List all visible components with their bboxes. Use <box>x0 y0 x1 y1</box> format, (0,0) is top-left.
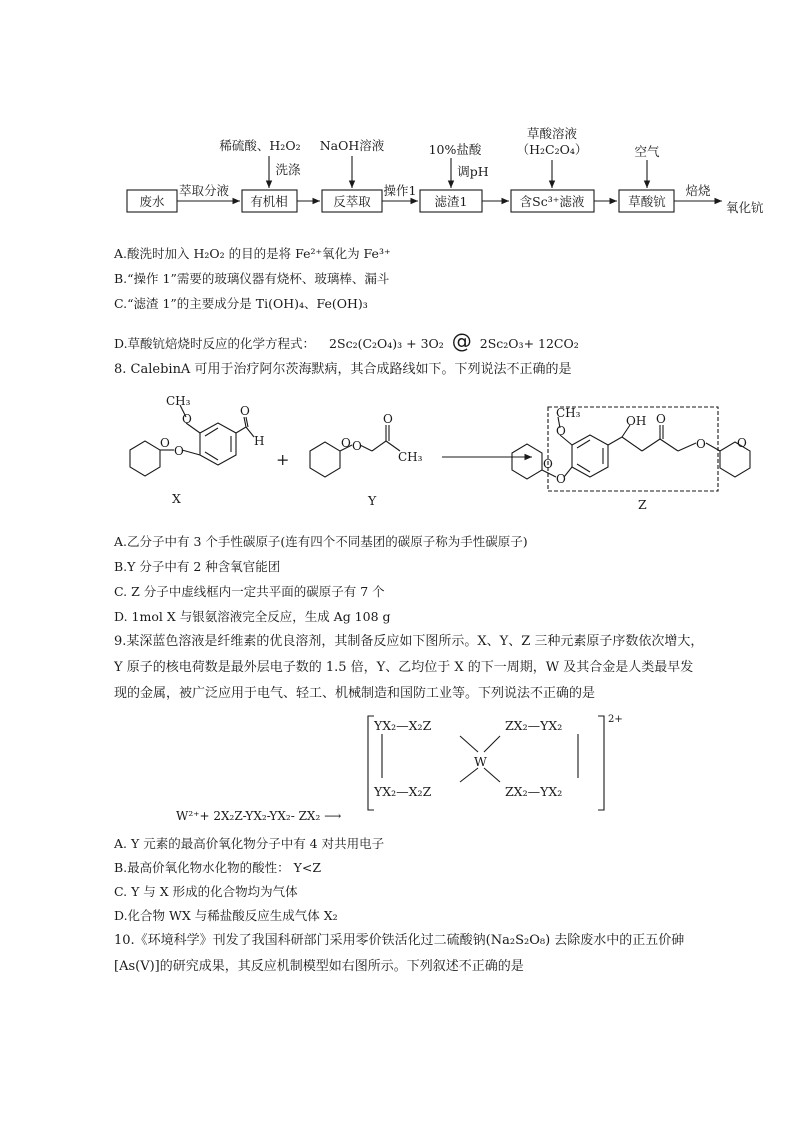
reagent-label: NaOH溶液 <box>319 138 385 153</box>
process-flow-diagram <box>100 120 780 230</box>
atom-label: O <box>737 436 747 450</box>
q7-option-a: A.酸洗时加入 H₂O₂ 的目的是将 Fe²⁺氧化为 Fe³⁺ <box>114 246 391 261</box>
atom-label: O <box>696 437 706 451</box>
flow-box-label: 废水 <box>139 194 165 209</box>
flow-arrow-label: 焙烧 <box>685 183 711 198</box>
equation-lhs: 2Sc₂(C₂O₄)₃ + 3O₂ <box>329 336 444 351</box>
reagent-label: 调pH <box>457 164 489 179</box>
q9-reaction-lhs: W²⁺+ 2X₂Z-YX₂-YX₂- ZX₂ ⟶ <box>176 809 342 823</box>
atom-label: O <box>352 439 362 453</box>
q7-option-c: C.“滤渣 1”的主要成分是 Ti(OH)₄、Fe(OH)₃ <box>114 296 368 311</box>
atom-label: O <box>556 472 566 486</box>
copper-complex-structure <box>360 712 640 816</box>
q9-stem: 9.某深蓝色溶液是纤维素的优良溶剂，其制备反应如下图所示。X、Y、Z 三种元素原子序数依次增大，Y 原子的核电荷数是最外层电子数的 1.5 倍，Y、乙均位于 X 的下一周期，W 及其合金是人类最早发现的金属，被广泛应用于电气、轻工、机械制造和国防工业等。下列说法不正确的是 <box>114 634 704 701</box>
q9-option-b: B.最高价氧化物水化物的酸性： Y<Z <box>114 860 322 875</box>
q7-option-d <box>114 329 579 353</box>
flow-box-label: 含Sc³⁺滤液 <box>519 194 585 209</box>
reagent-label: 空气 <box>634 144 660 159</box>
atom-label: O <box>174 444 184 458</box>
atom-label: O <box>383 412 393 426</box>
reagent-label: 草酸溶液 <box>526 126 578 141</box>
atom-label: O <box>543 457 553 471</box>
q9-option-a: A. Y 元素的最高价氧化物分子中有 4 对共用电子 <box>114 836 385 851</box>
compound-z-label: Z <box>638 497 647 512</box>
atom-label: O <box>341 436 351 450</box>
complex-ligand-bottom-right: ZX₂—YX₂ <box>505 784 563 799</box>
complex-charge: 2+ <box>608 714 623 725</box>
compound-x-label: X <box>172 491 181 506</box>
q8-option-c: C. Z 分子中虚线框内一定共平面的碳原子有 7 个 <box>114 584 385 599</box>
flow-box-label: 有机相 <box>250 194 288 209</box>
atom-label: O <box>182 412 192 426</box>
y-thp-ring <box>310 442 340 477</box>
flow-arrow-label: 萃取分液 <box>178 183 230 198</box>
atom-label: CH₃ <box>556 406 581 420</box>
q8-option-d: D. 1mol X 与银氨溶液完全反应，生成 Ag 108 g <box>114 609 391 624</box>
q7-option-d-prefix: D.草酸钪焙烧时反应的化学方程式： <box>114 336 316 351</box>
synthesis-route-structures <box>100 395 780 525</box>
reagent-label: 稀硫酸、H₂O₂ <box>219 138 301 153</box>
x-thp-ring <box>130 441 160 476</box>
complex-ligand-top-left: YX₂—X₂Z <box>374 718 432 733</box>
atom-label: CH₃ <box>166 395 191 408</box>
complex-center-metal: W <box>474 754 487 769</box>
atom-label: O <box>240 404 250 418</box>
atom-label: OH <box>626 414 647 428</box>
flow-box-label: 草酸钪 <box>628 194 666 209</box>
q8-option-b: B.Y 分子中有 2 种含氧官能团 <box>114 559 281 574</box>
atom-label: O <box>656 412 666 426</box>
reagent-label: （H₂C₂O₄） <box>516 142 588 157</box>
complex-ligand-bottom-left: YX₂—X₂Z <box>374 784 432 799</box>
flow-product: 氧化钪 <box>726 200 764 215</box>
atom-label: O <box>556 424 566 438</box>
atom-label: O <box>160 436 170 450</box>
q9-option-d: D.化合物 WX 与稀盐酸反应生成气体 X₂ <box>114 908 338 923</box>
z-thp-ring-left <box>512 444 542 479</box>
q10-stem: 10.《环境科学》刊发了我国科研部门采用零价铁活化过二硫酸钠(Na₂S₂O₈) 去除废水中的正五价砷[As(V)]的研究成果，其反应机制模型如右图所示。下列叙述不正确的是 <box>114 933 685 974</box>
q7-option-b: B.“操作 1”需要的玻璃仪器有烧杯、玻璃棒、漏斗 <box>114 271 390 286</box>
flow-box-label: 反萃取 <box>333 194 371 209</box>
reagent-label: 10%盐酸 <box>428 142 482 157</box>
q8-stem: 8. CalebinA 可用于治疗阿尔茨海默病，其合成路线如下。下列说法不正确的是 <box>114 362 572 377</box>
compound-y-label: Y <box>368 493 377 508</box>
q8-option-a: A.乙分子中有 3 个手性碳原子(连有四个不同基团的碳原子称为手性碳原子) <box>114 534 528 549</box>
flow-box-label: 滤渣1 <box>434 194 468 209</box>
atom-label: CH₃ <box>398 450 423 464</box>
plus-sign: + <box>276 450 290 469</box>
complex-ligand-top-right: ZX₂—YX₂ <box>505 718 563 733</box>
equation-rhs: 2Sc₂O₃+ 12CO₂ <box>479 336 579 351</box>
flow-arrow-label: 操作1 <box>383 183 417 198</box>
q9-option-c: C. Y 与 X 形成的化合物均为气体 <box>114 884 298 899</box>
equation-condition-symbol: @ <box>451 329 472 353</box>
reagent-label: 洗涤 <box>275 162 301 177</box>
atom-label: H <box>254 434 265 448</box>
